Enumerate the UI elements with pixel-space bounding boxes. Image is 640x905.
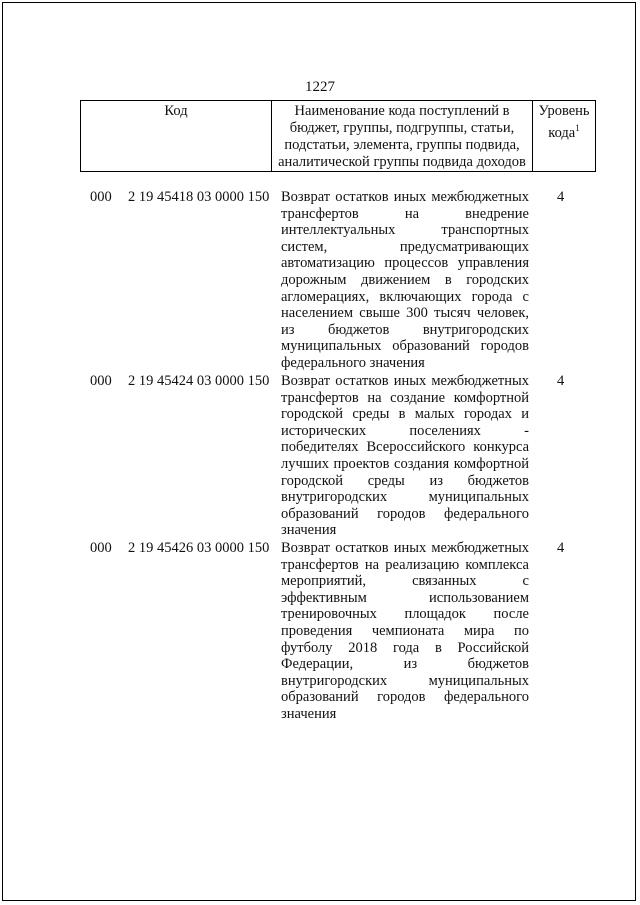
row-budget-code: 2 19 45424 03 0000 150 — [128, 373, 270, 389]
row-level: 4 — [557, 540, 565, 556]
row-chapter-code: 000 — [90, 189, 112, 205]
header-code: Код — [81, 101, 272, 172]
header-row — [81, 101, 596, 172]
header-level-cell — [533, 101, 596, 172]
row-chapter-code: 000 — [90, 373, 112, 389]
row-description: Возврат остатков иных межбюджетных трансфертов на внедрение интеллектуальных транспортных систем, предусматривающих автоматизацию процессов управления дорожным движением в городских агломерациях, включающих города с населением свыше 300 тысяч человек, из бюджетов внутригородских муниципальных образований городов федерального значения — [281, 189, 529, 371]
header-level-footnote: 1 — [575, 123, 580, 133]
header-name: Наименование кода поступлений в бюджет, группы, подгруппы, статьи, подстатьи, элемента, группы подвида, аналитической группы подвида доходов — [272, 101, 533, 172]
row-level: 4 — [557, 189, 565, 205]
page-number: 1227 — [305, 79, 335, 95]
row-chapter-code: 000 — [90, 540, 112, 556]
table-header — [80, 100, 596, 172]
header-level: Уровень кода — [538, 103, 590, 141]
row-budget-code: 2 19 45426 03 0000 150 — [128, 540, 270, 556]
row-description: Возврат остатков иных межбюджетных трансфертов на реализацию комплекса мероприятий, связанных с эффективным использованием тренировочных площадок после проведения чемпионата мира по футболу 2018 года в Российской Федерации, из бюджетов внутригородских муниципальных образований городов федерального значения — [281, 540, 529, 722]
row-description: Возврат остатков иных межбюджетных трансфертов на создание комфортной городской среды в малых городах и исторических поселениях - победителях Всероссийского конкурса лучших проектов создания комфортной городской среды из бюджетов внутригородских муниципальных образований городов федерального значения — [281, 373, 529, 539]
row-budget-code: 2 19 45418 03 0000 150 — [128, 189, 270, 205]
row-level: 4 — [557, 373, 565, 389]
